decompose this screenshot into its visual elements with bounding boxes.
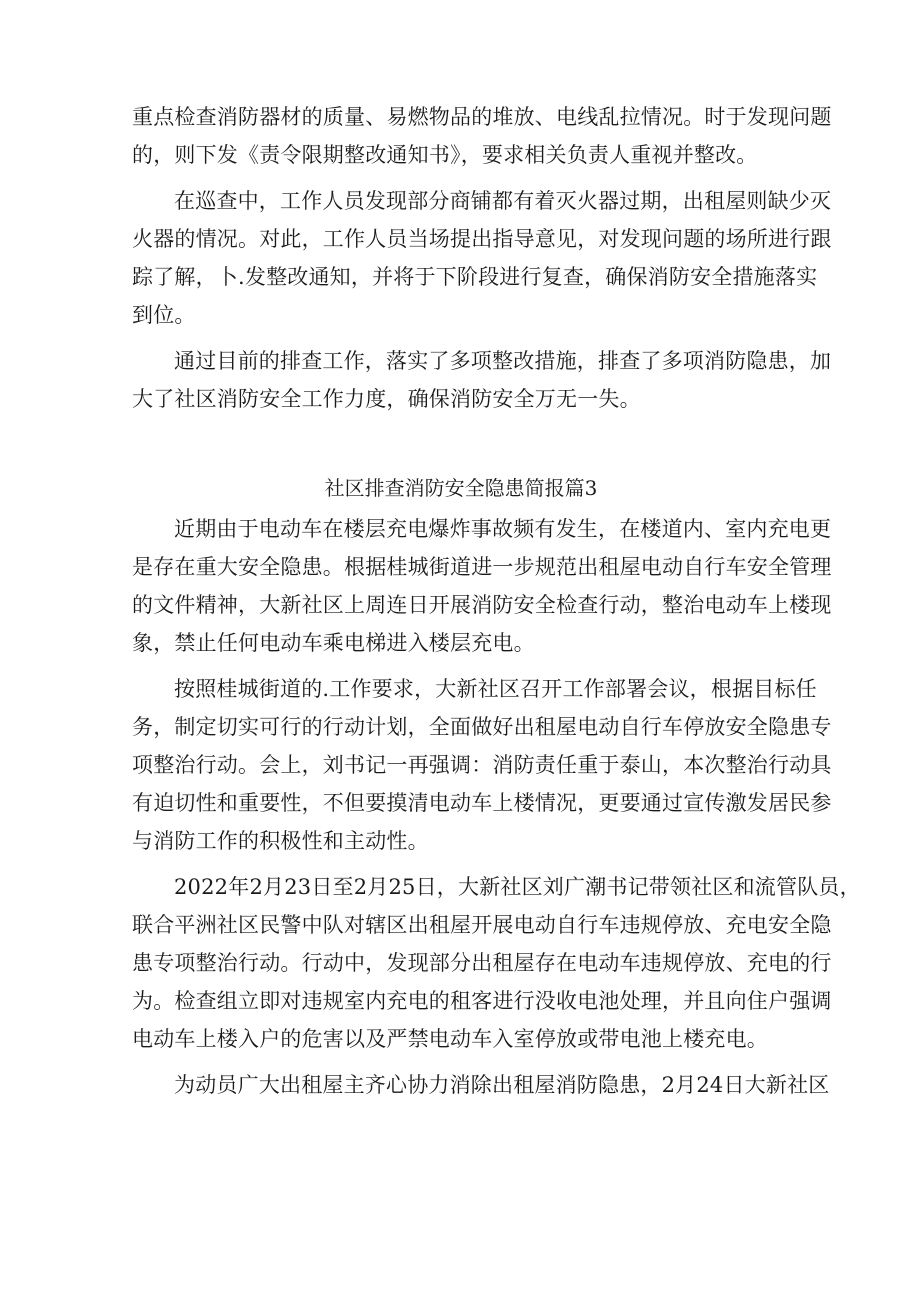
text-line: 火器的情况。对此，工作人员当场提出指导意见，对发现问题的场所进行跟 — [132, 227, 832, 251]
paragraph — [132, 868, 861, 1058]
text-line: 有迫切性和重要性，不但要摸清电动车上楼情况，更要通过宣传激发居民参 — [132, 791, 832, 815]
text-line: 按照桂城街道的.工作要求，大新社区召开工作部署会议，根据目标任 — [174, 677, 817, 701]
text-line: 的，则下发《责令限期整改通知书》，要求相关负责人重视并整改。 — [132, 143, 758, 167]
text-line: 联合平洲社区民警中队对辖区出租屋开展电动自行车违规停放、充电安全隐 — [132, 913, 832, 937]
text-line: 重点检查消防器材的质量、易燃物品的堆放、电线乱拉情况。时于发现问题 — [132, 105, 832, 129]
paragraph — [132, 1066, 830, 1104]
text-line: 是存在重大安全隐患。根据桂城街道进一步规范出租屋电动自行车安全管理 — [132, 555, 832, 579]
text-line: 务，制定切实可行的行动计划，全面做好出租屋电动自行车停放安全隐患专 — [132, 715, 832, 739]
text-line: 为动员广大出租屋主齐心协力消除出租屋消防隐患，2月24日大新社区 — [174, 1073, 830, 1097]
paragraph — [132, 510, 832, 662]
text-line: 踪了解，卜.发整改通知，并将于下阶段进行复查，确保消防安全措施落实 — [132, 265, 818, 289]
text-line: 2022年2月23日至2月25日，大新社区刘广潮书记带领社区和流管队员， — [174, 875, 861, 899]
text-line: 为。检查组立即对违规室内充电的租客进行没收电池处理，并且向住户强调 — [132, 989, 832, 1013]
text-line: 电动车上楼入户的危害以及严禁电动车入室停放或带电池上楼充电。 — [132, 1027, 768, 1051]
paragraph — [132, 670, 832, 860]
text-line: 大了社区消防安全工作力度，确保消防安全万无一失。 — [132, 387, 641, 411]
paragraph — [132, 342, 832, 418]
text-line: 通过目前的排查工作，落实了多项整改措施，排查了多项消防隐患，加 — [174, 349, 832, 373]
section-title: 社区排查消防安全隐患简报篇3 — [324, 476, 598, 500]
text-line: 与消防工作的积极性和主动性。 — [132, 829, 429, 853]
text-line: 的文件精神，大新社区上周连日开展消防安全检查行动，整治电动车上楼现 — [132, 593, 832, 617]
text-line: 到位。 — [132, 303, 196, 327]
paragraph — [132, 98, 832, 174]
text-line: 象，禁止任何电动车乘电梯进入楼层充电。 — [132, 631, 535, 655]
document-body — [132, 98, 861, 1104]
text-line: 在巡查中，工作人员发现部分商铺都有着灭火器过期，出租屋则缺少灭 — [174, 189, 832, 213]
text-line: 项整治行动。会上，刘书记一再强调：消防责任重于泰山，本次整治行动具 — [132, 753, 832, 777]
paragraph — [132, 182, 832, 334]
text-line: 近期由于电动车在楼层充电爆炸事故频有发生，在楼道内、室内充电更 — [174, 517, 832, 541]
text-line: 患专项整治行动。行动中，发现部分出租屋存在电动车违规停放、充电的行 — [132, 951, 832, 975]
